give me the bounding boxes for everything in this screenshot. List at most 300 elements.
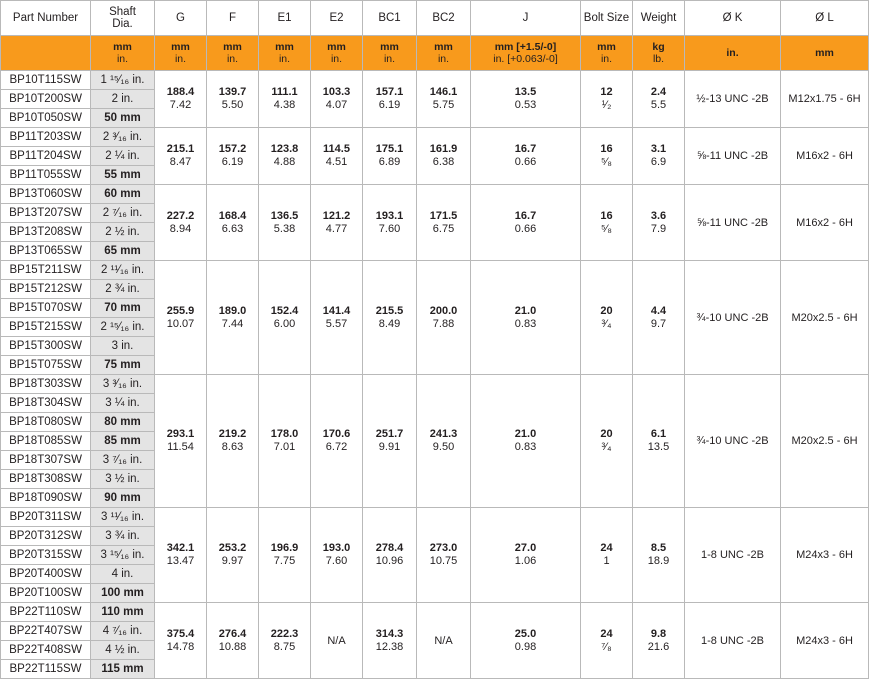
header-shaft-dia bbox=[91, 1, 155, 36]
part-number-cell: BP20T400SW bbox=[1, 565, 91, 584]
units-part-number bbox=[1, 36, 91, 71]
part-number-cell: BP18T085SW bbox=[1, 432, 91, 451]
units-shaft: mm in. bbox=[91, 36, 155, 71]
shaft-dia-cell: 4 ½ in. bbox=[91, 641, 155, 660]
e2-cell bbox=[311, 128, 363, 185]
f-value-primary: 168.4 bbox=[218, 209, 247, 222]
part-number-cell: BP20T312SW bbox=[1, 527, 91, 546]
bc1-value-secondary: 10.96 bbox=[375, 555, 404, 567]
e2-value-primary: 114.5 bbox=[323, 143, 350, 155]
table-row bbox=[1, 261, 869, 280]
table-row bbox=[1, 128, 869, 147]
units-l: mm bbox=[781, 36, 869, 71]
units-row bbox=[1, 36, 869, 71]
shaft-dia-cell: 3 ½ in. bbox=[91, 470, 155, 489]
header-f: F bbox=[207, 1, 259, 36]
g-cell bbox=[155, 508, 207, 603]
part-number-cell: BP10T115SW bbox=[1, 71, 91, 90]
header-shaft-line2: Dia. bbox=[112, 18, 133, 30]
g-value-secondary: 14.78 bbox=[166, 640, 195, 653]
e1-cell bbox=[259, 603, 311, 679]
bc1-value-secondary: 12.38 bbox=[375, 640, 404, 653]
f-cell bbox=[207, 375, 259, 508]
f-cell bbox=[207, 261, 259, 375]
e1-value-primary: 111.1 bbox=[271, 86, 298, 98]
bc1-cell bbox=[363, 71, 417, 128]
bolt-cell bbox=[581, 71, 633, 128]
bc2-value: N/A bbox=[434, 634, 453, 647]
part-number-cell: BP13T060SW bbox=[1, 185, 91, 204]
bolt-value-primary: 20 bbox=[600, 304, 613, 317]
bc1-value-secondary: 9.91 bbox=[378, 441, 401, 453]
g-value-primary: 293.1 bbox=[166, 428, 195, 440]
weight-value-secondary: 6.9 bbox=[650, 156, 667, 168]
header-l: Ø L bbox=[781, 1, 869, 36]
bolt-value-primary: 16 bbox=[600, 143, 613, 155]
bolt-value-secondary: ⁵⁄₈ bbox=[601, 222, 612, 235]
bolt-value-secondary: ⁷⁄₈ bbox=[601, 640, 612, 653]
weight-value-secondary: 13.5 bbox=[647, 441, 670, 453]
bolt-value-secondary: ⁵⁄₈ bbox=[601, 156, 612, 168]
f-cell bbox=[207, 71, 259, 128]
bolt-cell bbox=[581, 508, 633, 603]
bc2-cell bbox=[417, 603, 471, 679]
g-cell bbox=[155, 603, 207, 679]
e1-value-secondary: 7.01 bbox=[273, 441, 296, 453]
e1-cell bbox=[259, 71, 311, 128]
shaft-dia-cell: 115 mm bbox=[91, 660, 155, 679]
bolt-value-secondary: ³⁄₄ bbox=[601, 317, 612, 330]
units-bc1: mm in. bbox=[363, 36, 417, 71]
part-number-cell: BP15T300SW bbox=[1, 337, 91, 356]
shaft-dia-cell: 2 ¹¹⁄₁₆ in. bbox=[91, 261, 155, 280]
bolt-value-primary: 24 bbox=[600, 627, 613, 640]
j-cell bbox=[471, 261, 581, 375]
l-thread-cell: M20x2.5 - 6H bbox=[781, 375, 869, 508]
part-number-cell: BP22T407SW bbox=[1, 622, 91, 641]
k-thread-cell: ½-13 UNC -2B bbox=[685, 71, 781, 128]
f-value-secondary: 6.63 bbox=[221, 222, 244, 235]
shaft-dia-cell: 3 in. bbox=[91, 337, 155, 356]
bc1-cell bbox=[363, 375, 417, 508]
g-cell bbox=[155, 185, 207, 261]
shaft-dia-cell: 85 mm bbox=[91, 432, 155, 451]
e1-value-primary: 136.5 bbox=[270, 209, 299, 222]
g-value-primary: 227.2 bbox=[166, 209, 195, 222]
bc2-value-secondary: 7.88 bbox=[432, 317, 455, 330]
part-number-cell: BP18T307SW bbox=[1, 451, 91, 470]
part-number-cell: BP13T065SW bbox=[1, 242, 91, 261]
g-value-secondary: 13.47 bbox=[166, 555, 195, 567]
bolt-value-secondary: ¹⁄₂ bbox=[601, 99, 612, 111]
j-value-primary: 27.0 bbox=[514, 542, 537, 554]
e1-value-secondary: 8.75 bbox=[273, 640, 296, 653]
f-value-primary: 219.2 bbox=[218, 428, 247, 440]
shaft-dia-cell: 2 ³⁄₁₆ in. bbox=[91, 128, 155, 147]
g-value-primary: 375.4 bbox=[166, 627, 195, 640]
weight-value-secondary: 7.9 bbox=[650, 222, 667, 235]
k-thread-cell: ⅝-11 UNC -2B bbox=[685, 128, 781, 185]
header-bolt-size: Bolt Size bbox=[581, 1, 633, 36]
shaft-dia-cell: 3 ¹¹⁄₁₆ in. bbox=[91, 508, 155, 527]
header-g: G bbox=[155, 1, 207, 36]
bc2-value-secondary: 6.38 bbox=[432, 156, 455, 168]
g-cell bbox=[155, 71, 207, 128]
bc1-cell bbox=[363, 185, 417, 261]
e1-value-primary: 152.4 bbox=[270, 304, 299, 317]
e2-value-secondary: 4.51 bbox=[325, 156, 348, 168]
shaft-dia-cell: 2 ½ in. bbox=[91, 223, 155, 242]
shaft-dia-cell: 3 ¼ in. bbox=[91, 394, 155, 413]
l-thread-cell: M16x2 - 6H bbox=[781, 185, 869, 261]
j-value-primary: 13.5 bbox=[514, 86, 537, 98]
bc1-value-secondary: 6.19 bbox=[378, 99, 401, 111]
bc1-cell bbox=[363, 261, 417, 375]
e2-value-primary: 103.3 bbox=[322, 86, 351, 98]
g-value-secondary: 8.47 bbox=[169, 156, 192, 168]
bolt-value-secondary: ³⁄₄ bbox=[601, 441, 612, 453]
weight-cell bbox=[633, 71, 685, 128]
j-value-secondary: 0.98 bbox=[514, 640, 537, 653]
f-cell bbox=[207, 603, 259, 679]
bolt-cell bbox=[581, 261, 633, 375]
part-number-cell: BP15T075SW bbox=[1, 356, 91, 375]
f-value-primary: 139.7 bbox=[218, 86, 247, 98]
part-number-cell: BP15T070SW bbox=[1, 299, 91, 318]
f-value-secondary: 9.97 bbox=[221, 555, 244, 567]
shaft-dia-cell: 4 in. bbox=[91, 565, 155, 584]
weight-cell bbox=[633, 128, 685, 185]
weight-value-primary: 3.1 bbox=[650, 143, 667, 155]
header-k: Ø K bbox=[685, 1, 781, 36]
shaft-dia-cell: 2 ⁷⁄₁₆ in. bbox=[91, 204, 155, 223]
bc1-value-secondary: 6.89 bbox=[378, 156, 401, 168]
j-cell bbox=[471, 128, 581, 185]
e2-value-primary: 121.2 bbox=[322, 209, 351, 222]
part-number-cell: BP18T090SW bbox=[1, 489, 91, 508]
part-number-cell: BP18T308SW bbox=[1, 470, 91, 489]
bc2-cell bbox=[417, 71, 471, 128]
e2-value-secondary: 7.60 bbox=[325, 555, 348, 567]
shaft-dia-cell: 110 mm bbox=[91, 603, 155, 622]
weight-value-primary: 4.4 bbox=[650, 304, 667, 317]
shaft-dia-cell: 80 mm bbox=[91, 413, 155, 432]
e1-value-secondary: 4.38 bbox=[273, 99, 296, 111]
header-e1: E1 bbox=[259, 1, 311, 36]
e2-value-secondary: 4.07 bbox=[325, 99, 348, 111]
g-value-secondary: 10.07 bbox=[166, 317, 195, 330]
bc2-value-primary: 241.3 bbox=[429, 428, 458, 440]
g-value-secondary: 11.54 bbox=[167, 441, 194, 453]
weight-value-primary: 9.8 bbox=[650, 627, 667, 640]
bc2-value-primary: 161.9 bbox=[429, 143, 458, 155]
bc1-value-secondary: 7.60 bbox=[378, 222, 401, 235]
units-j: mm [+1.5/-0] in. [+0.063/-0] bbox=[471, 36, 581, 71]
table-row bbox=[1, 508, 869, 527]
shaft-dia-cell: 100 mm bbox=[91, 584, 155, 603]
e2-value-primary: 141.4 bbox=[322, 304, 351, 317]
bc2-cell bbox=[417, 508, 471, 603]
units-e2: mm in. bbox=[311, 36, 363, 71]
part-number-cell: BP11T203SW bbox=[1, 128, 91, 147]
l-thread-cell: M16x2 - 6H bbox=[781, 128, 869, 185]
f-value-secondary: 10.88 bbox=[218, 640, 247, 653]
e1-cell bbox=[259, 508, 311, 603]
bc2-cell bbox=[417, 128, 471, 185]
part-number-cell: BP15T212SW bbox=[1, 280, 91, 299]
j-value-primary: 21.0 bbox=[514, 304, 537, 317]
part-number-cell: BP13T207SW bbox=[1, 204, 91, 223]
part-number-cell: BP22T110SW bbox=[1, 603, 91, 622]
f-value-primary: 276.4 bbox=[218, 627, 247, 640]
part-number-cell: BP13T208SW bbox=[1, 223, 91, 242]
bc1-value-primary: 157.1 bbox=[375, 86, 404, 98]
weight-value-primary: 2.4 bbox=[650, 86, 667, 98]
e1-value-secondary: 5.38 bbox=[273, 222, 296, 235]
e1-value-secondary: 7.75 bbox=[273, 555, 296, 567]
shaft-dia-cell: 4 ⁷⁄₁₆ in. bbox=[91, 622, 155, 641]
table-row bbox=[1, 375, 869, 394]
e2-value-primary: 193.0 bbox=[322, 542, 351, 554]
shaft-dia-cell: 70 mm bbox=[91, 299, 155, 318]
shaft-dia-cell: 3 ⁷⁄₁₆ in. bbox=[91, 451, 155, 470]
bc1-value-primary: 251.7 bbox=[375, 428, 404, 440]
e1-cell bbox=[259, 185, 311, 261]
k-thread-cell: ¾-10 UNC -2B bbox=[685, 375, 781, 508]
shaft-dia-cell: 1 ¹⁵⁄₁₆ in. bbox=[91, 71, 155, 90]
j-cell bbox=[471, 375, 581, 508]
shaft-dia-cell: 75 mm bbox=[91, 356, 155, 375]
j-value-primary: 16.7 bbox=[514, 209, 537, 222]
part-number-cell: BP18T303SW bbox=[1, 375, 91, 394]
part-number-cell: BP10T050SW bbox=[1, 109, 91, 128]
g-value-primary: 342.1 bbox=[166, 542, 195, 554]
units-bolt-size: mm in. bbox=[581, 36, 633, 71]
l-thread-cell: M20x2.5 - 6H bbox=[781, 261, 869, 375]
j-cell bbox=[471, 508, 581, 603]
part-number-cell: BP15T215SW bbox=[1, 318, 91, 337]
weight-value-primary: 8.5 bbox=[650, 542, 667, 554]
j-value-primary: 16.7 bbox=[514, 143, 537, 155]
table-row bbox=[1, 185, 869, 204]
part-number-cell: BP20T315SW bbox=[1, 546, 91, 565]
part-number-cell: BP20T311SW bbox=[1, 508, 91, 527]
part-number-cell: BP10T200SW bbox=[1, 90, 91, 109]
j-value-secondary: 0.53 bbox=[514, 99, 537, 111]
e2-cell bbox=[311, 508, 363, 603]
e1-value-primary: 222.3 bbox=[270, 627, 299, 640]
bolt-cell bbox=[581, 128, 633, 185]
bc2-cell bbox=[417, 261, 471, 375]
j-value-secondary: 1.06 bbox=[514, 555, 537, 567]
j-value-secondary: 0.83 bbox=[514, 317, 537, 330]
shaft-dia-cell: 2 ¹⁵⁄₁₆ in. bbox=[91, 318, 155, 337]
units-weight: kg lb. bbox=[633, 36, 685, 71]
e2-value-primary: 170.6 bbox=[322, 428, 351, 440]
bolt-value-primary: 16 bbox=[600, 209, 613, 222]
e2-value: N/A bbox=[327, 634, 346, 647]
f-value-primary: 157.2 bbox=[218, 143, 247, 155]
bc2-value-secondary: 10.75 bbox=[429, 555, 458, 567]
bolt-value-primary: 24 bbox=[600, 542, 613, 554]
f-value-primary: 253.2 bbox=[218, 542, 247, 554]
bc2-value-primary: 171.5 bbox=[429, 209, 458, 222]
e1-cell bbox=[259, 375, 311, 508]
shaft-dia-cell: 2 ¼ in. bbox=[91, 147, 155, 166]
bc1-cell bbox=[363, 603, 417, 679]
header-row bbox=[1, 1, 869, 36]
units-bc2: mm in. bbox=[417, 36, 471, 71]
e2-value-secondary: 4.77 bbox=[325, 222, 348, 235]
units-g: mm in. bbox=[155, 36, 207, 71]
bc1-cell bbox=[363, 508, 417, 603]
header-j: J bbox=[471, 1, 581, 36]
e1-value-primary: 123.8 bbox=[270, 143, 299, 155]
e1-cell bbox=[259, 128, 311, 185]
table-row bbox=[1, 71, 869, 90]
shaft-dia-cell: 50 mm bbox=[91, 109, 155, 128]
header-bc1: BC1 bbox=[363, 1, 417, 36]
header-shaft-line1: Shaft bbox=[109, 6, 136, 18]
bc1-value-primary: 278.4 bbox=[375, 542, 404, 554]
f-value-secondary: 6.19 bbox=[221, 156, 244, 168]
bolt-value-secondary: 1 bbox=[603, 555, 610, 567]
f-cell bbox=[207, 185, 259, 261]
e2-cell bbox=[311, 603, 363, 679]
k-thread-cell: ⅝-11 UNC -2B bbox=[685, 185, 781, 261]
g-value-primary: 188.4 bbox=[166, 86, 195, 98]
header-bc2: BC2 bbox=[417, 1, 471, 36]
g-value-primary: 215.1 bbox=[166, 143, 195, 155]
e1-value-primary: 196.9 bbox=[270, 542, 299, 554]
k-thread-cell: 1-8 UNC -2B bbox=[685, 508, 781, 603]
bolt-cell bbox=[581, 603, 633, 679]
j-value-secondary: 0.66 bbox=[514, 156, 537, 168]
weight-cell bbox=[633, 375, 685, 508]
f-value-secondary: 5.50 bbox=[221, 99, 244, 111]
bc2-value-secondary: 9.50 bbox=[432, 441, 455, 453]
bc2-cell bbox=[417, 375, 471, 508]
weight-value-primary: 6.1 bbox=[650, 428, 667, 440]
e2-value-secondary: 5.57 bbox=[325, 317, 348, 330]
g-value-secondary: 8.94 bbox=[169, 222, 192, 235]
header-e2: E2 bbox=[311, 1, 363, 36]
j-value-primary: 25.0 bbox=[514, 627, 537, 640]
part-number-cell: BP18T304SW bbox=[1, 394, 91, 413]
shaft-dia-cell: 55 mm bbox=[91, 166, 155, 185]
g-value-primary: 255.9 bbox=[166, 304, 195, 317]
bc1-value-primary: 193.1 bbox=[375, 209, 404, 222]
f-value-secondary: 8.63 bbox=[221, 441, 244, 453]
bc1-value-primary: 314.3 bbox=[375, 627, 404, 640]
part-number-cell: BP22T408SW bbox=[1, 641, 91, 660]
part-number-cell: BP20T100SW bbox=[1, 584, 91, 603]
shaft-dia-cell: 60 mm bbox=[91, 185, 155, 204]
bc1-value-secondary: 8.49 bbox=[378, 317, 401, 330]
units-f: mm in. bbox=[207, 36, 259, 71]
f-cell bbox=[207, 128, 259, 185]
j-cell bbox=[471, 71, 581, 128]
shaft-dia-cell: 2 ¾ in. bbox=[91, 280, 155, 299]
l-thread-cell: M24x3 - 6H bbox=[781, 603, 869, 679]
weight-value-secondary: 18.9 bbox=[647, 555, 670, 567]
j-value-secondary: 0.83 bbox=[514, 441, 537, 453]
e2-value-secondary: 6.72 bbox=[325, 441, 348, 453]
j-value-primary: 21.0 bbox=[514, 428, 537, 440]
weight-cell bbox=[633, 603, 685, 679]
bc2-value-primary: 200.0 bbox=[429, 304, 458, 317]
k-thread-cell: 1-8 UNC -2B bbox=[685, 603, 781, 679]
units-e1: mm in. bbox=[259, 36, 311, 71]
bc2-value-primary: 146.1 bbox=[429, 86, 458, 98]
shaft-dia-cell: 90 mm bbox=[91, 489, 155, 508]
weight-cell bbox=[633, 185, 685, 261]
weight-value-secondary: 9.7 bbox=[650, 317, 667, 330]
bolt-value-primary: 20 bbox=[600, 428, 613, 440]
shaft-dia-cell: 2 in. bbox=[91, 90, 155, 109]
shaft-dia-cell: 3 ¾ in. bbox=[91, 527, 155, 546]
part-number-cell: BP11T055SW bbox=[1, 166, 91, 185]
f-value-secondary: 7.44 bbox=[221, 317, 244, 330]
table-row bbox=[1, 603, 869, 622]
e1-value-secondary: 6.00 bbox=[273, 317, 296, 330]
f-cell bbox=[207, 508, 259, 603]
e2-cell bbox=[311, 185, 363, 261]
e2-cell bbox=[311, 375, 363, 508]
k-thread-cell: ¾-10 UNC -2B bbox=[685, 261, 781, 375]
part-number-cell: BP15T211SW bbox=[1, 261, 91, 280]
weight-cell bbox=[633, 508, 685, 603]
g-cell bbox=[155, 128, 207, 185]
shaft-dia-cell: 3 ¹⁵⁄₁₆ in. bbox=[91, 546, 155, 565]
e2-cell bbox=[311, 71, 363, 128]
bc1-value-primary: 175.1 bbox=[375, 143, 404, 155]
weight-value-secondary: 5.5 bbox=[650, 99, 667, 111]
bc2-value-secondary: 5.75 bbox=[432, 99, 455, 111]
e1-value-secondary: 4.88 bbox=[273, 156, 296, 168]
table-body bbox=[1, 71, 869, 679]
bc1-value-primary: 215.5 bbox=[375, 304, 404, 317]
part-number-cell: BP18T080SW bbox=[1, 413, 91, 432]
bc2-value-primary: 273.0 bbox=[429, 542, 458, 554]
units-k: in. bbox=[685, 36, 781, 71]
j-value-secondary: 0.66 bbox=[514, 222, 537, 235]
l-thread-cell: M12x1.75 - 6H bbox=[781, 71, 869, 128]
e1-cell bbox=[259, 261, 311, 375]
header-part-number: Part Number bbox=[1, 1, 91, 36]
part-number-cell: BP11T204SW bbox=[1, 147, 91, 166]
header-weight: Weight bbox=[633, 1, 685, 36]
bolt-cell bbox=[581, 185, 633, 261]
e1-value-primary: 178.0 bbox=[270, 428, 299, 440]
bolt-cell bbox=[581, 375, 633, 508]
g-cell bbox=[155, 261, 207, 375]
g-value-secondary: 7.42 bbox=[169, 99, 192, 111]
bolt-value-primary: 12 bbox=[600, 86, 613, 98]
shaft-dia-cell: 3 ³⁄₁₆ in. bbox=[91, 375, 155, 394]
weight-value-secondary: 21.6 bbox=[647, 640, 670, 653]
bc1-cell bbox=[363, 128, 417, 185]
shaft-dia-cell: 65 mm bbox=[91, 242, 155, 261]
bc2-value-secondary: 6.75 bbox=[432, 222, 455, 235]
f-value-primary: 189.0 bbox=[218, 304, 247, 317]
j-cell bbox=[471, 185, 581, 261]
part-number-cell: BP22T115SW bbox=[1, 660, 91, 679]
g-cell bbox=[155, 375, 207, 508]
weight-value-primary: 3.6 bbox=[650, 209, 667, 222]
l-thread-cell: M24x3 - 6H bbox=[781, 508, 869, 603]
weight-cell bbox=[633, 261, 685, 375]
